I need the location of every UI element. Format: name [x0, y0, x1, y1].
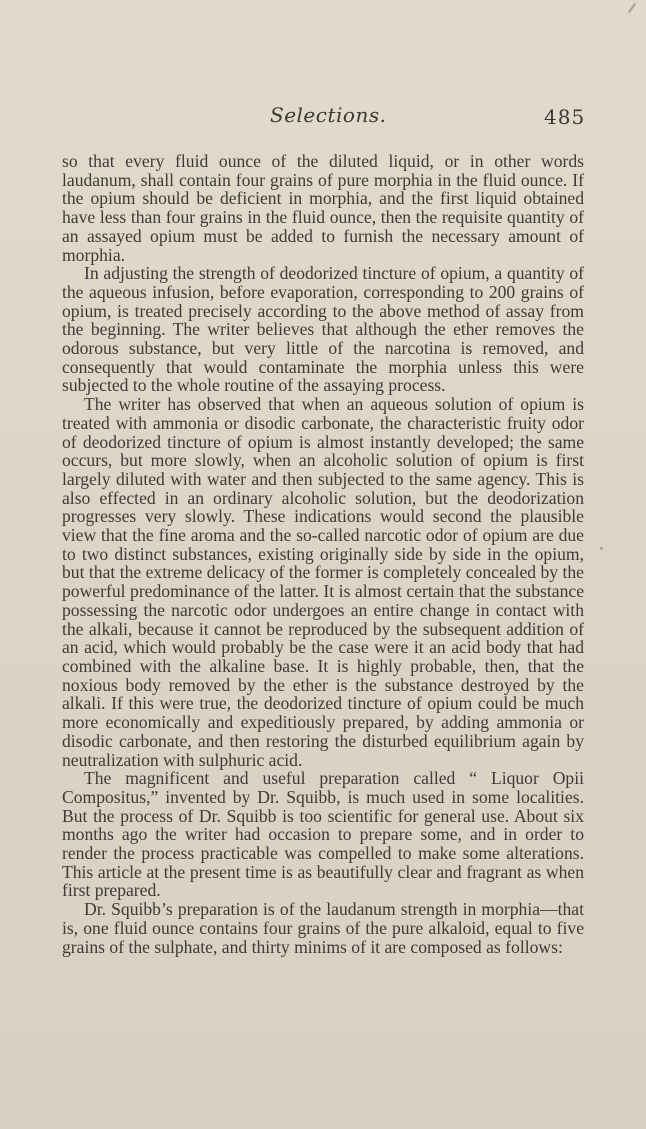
paragraph-5: Dr. Squibb’s preparation is of the laudanum strength in morphia—that is, one fluid ounce contains four grains of the pure alkaloid, equal to five grains of the sulphate, and thirty minims of it are composed as follows: — [62, 899, 584, 957]
paragraph-4: The magnificent and useful preparation called “ Liquor Opii Compositus,” invented by Dr. Squibb, is much used in some localities. But the process of Dr. Squibb is too scientific for general use. About six months ago the writer had occasion to prepare some, and in order to render the process practicable was compelled to make some alterations. This article at the present time is as beautifully clear and fragrant as when first prepared. — [62, 768, 584, 901]
paper-mark — [628, 3, 637, 14]
paper-speck — [600, 547, 603, 550]
running-title: Selections. — [270, 103, 387, 127]
paragraph-3: The writer has observed that when an aqueous solution of opium is treated with ammonia or disodic carbonate, the characteristic fruity odor of deodorized tincture of opium is almost instantly developed; the same occurs, but more slowly, when an alcoholic solution of opium is first largely diluted with water and then subjected to the same agency. This is also effected in an ordinary alcoholic solution, but the deodorization progresses very slowly. These indications would second the plausible view that the fine aroma and the so-called narcotic odor of opium are due to two distinct substances, existing originally side by side in the opium, but that the extreme delicacy of the former is completely concealed by the powerful predominance of the latter. It is almost certain that the substance possessing the narcotic odor undergoes an entire change in contact with the alkali, because it cannot be reproduced by the subsequent addition of an acid, which would probably be the case were it an acid body that had combined with the alkaline base. It is highly probable, then, that the noxious body removed by the ether is the substance destroyed by the alkali. If this were true, the deodorized tincture of opium could be much more economically and expeditiously prepared, by adding ammonia or disodic carbonate, and then restoring the disturbed equilibrium again by neutralization with sulphuric acid. — [62, 394, 584, 770]
article-body — [62, 152, 584, 956]
page-number: 485 — [544, 105, 586, 129]
paragraph-1: so that every fluid ounce of the diluted liquid, or in other words laudanum, shall contain four grains of pure morphia in the fluid ounce. If the opium should be deficient in morphia, and the first liquid obtained have less than four grains in the fluid ounce, then the requisite quantity of an assayed opium must be added to furnish the necessary amount of morphia. — [62, 151, 584, 265]
paragraph-2: In adjusting the strength of deodorized tincture of opium, a quantity of the aqueous infusion, before evaporation, corresponding to 200 grains of opium, is treated precisely according to the above method of assay from the beginning. The writer believes that although the ether removes the odorous substance, but very little of the narcotina is removed, and consequently that would contaminate the morphia unless this were subjected to the whole routine of the assaying process. — [62, 263, 584, 396]
running-header — [0, 103, 646, 133]
